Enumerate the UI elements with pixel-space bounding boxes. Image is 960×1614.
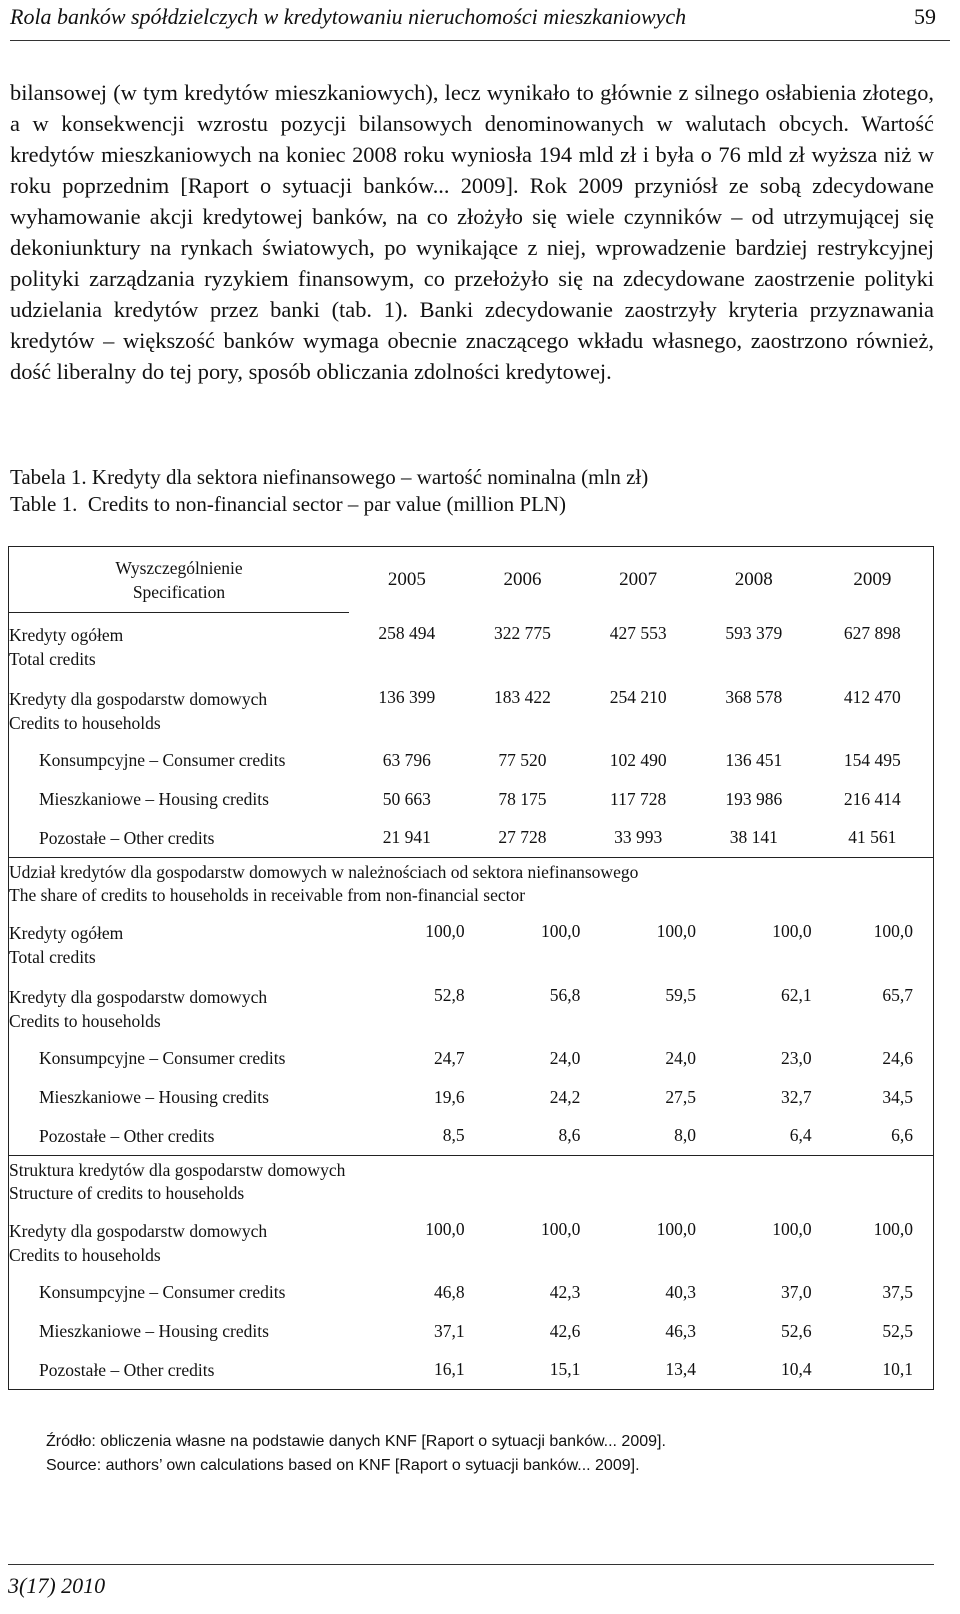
table-cell: 100,0 xyxy=(656,920,696,941)
table-cell: 154 495 xyxy=(843,749,901,770)
table-row xyxy=(9,1078,934,1117)
row-label: Mieszkaniowe – Housing credits xyxy=(39,1321,269,1341)
table-cell: 21 941 xyxy=(382,827,431,848)
table-cell: 368 578 xyxy=(725,686,783,707)
row-label: Konsumpcyjne – Consumer credits xyxy=(39,1048,286,1068)
body-paragraph: bilansowej (w tym kredytów mieszkaniowych), lecz wynikało to głównie z silnego osłabienia złotego, a w konsekwencji wzrostu pozycji bilansowych denominowanych w walutach obcych. Wartość kredytów mieszkaniowych na koniec 2008 roku wyniosła 194 mld zł i była o 76 mld zł wyższa niż w roku poprzednim [Raport o sytuacji banków... 2009]. Rok 2009 przyniósł ze sobą zdecydowane wyhamowanie akcji kredytowej banków, na co złożyło się wiele czynników – od utrzymującej się dekoniunktury na rynkach światowych, po wynikające z niej, wprowadzenie bardziej restrykcyjnej polityki zarządzania ryzykiem finansowym, co przełożyło się na zdecydowane zaostrzenie polityki udzielania kredytów przez banki (tab. 1). Banki zdecydowanie zaostrzyły kryteria przyznawania kredytów – większość banków wymaga obecnie znaczącego wkładu własnego, zaostrzono również, dość liberalny do tej pory, sposób obliczania zdolności kredytowej. xyxy=(10,80,934,384)
table-row xyxy=(9,911,934,975)
table-cell: 100,0 xyxy=(772,920,812,941)
table-cell: 65,7 xyxy=(882,984,913,1005)
table-cell: 24,7 xyxy=(434,1047,465,1068)
row-label: Kredyty dla gospodarstw domowych Credits to households xyxy=(9,688,268,733)
table-cell: 100,0 xyxy=(425,1218,465,1239)
table-cell: 6,4 xyxy=(789,1125,812,1146)
row-label: Kredyty dla gospodarstw domowych Credits to households xyxy=(9,1220,268,1265)
table-cell: 46,3 xyxy=(665,1320,696,1341)
table-cell: 24,0 xyxy=(549,1047,581,1068)
table-cell: 37,1 xyxy=(434,1320,465,1341)
table-row xyxy=(9,819,934,858)
table-cell: 33 993 xyxy=(614,827,663,848)
specification-header-en: Specification xyxy=(132,581,226,602)
table-cell: 52,8 xyxy=(434,984,465,1005)
table-cell: 8,0 xyxy=(674,1125,696,1146)
table-cell: 100,0 xyxy=(873,1218,913,1239)
body-paragraph-container xyxy=(10,77,934,387)
table-cell: 41 561 xyxy=(848,827,897,848)
table-cell: 427 553 xyxy=(609,622,667,643)
table-cell: 10,4 xyxy=(781,1359,812,1380)
table-cell: 23,0 xyxy=(781,1047,812,1068)
table-cell: 34,5 xyxy=(882,1086,913,1107)
table-row xyxy=(9,975,934,1039)
row-label: Konsumpcyjne – Consumer credits xyxy=(39,750,286,770)
table-cell: 19,6 xyxy=(434,1086,465,1107)
table-cell: 40,3 xyxy=(665,1281,696,1302)
row-label: Kredyty ogółem Total credits xyxy=(9,922,124,967)
table-cell: 27,5 xyxy=(665,1086,696,1107)
table-cell: 627 898 xyxy=(843,622,901,643)
table-caption-en: Table 1. Credits to non-financial sector – par value (million PLN) xyxy=(10,492,567,516)
table-cell: 412 470 xyxy=(843,686,901,707)
running-title: Rola banków spółdzielczych w kredytowaniu nieruchomości mieszkaniowych xyxy=(10,4,687,29)
page-number: 59 xyxy=(914,4,936,29)
table-cell: 216 414 xyxy=(843,788,901,809)
table-row xyxy=(9,1273,934,1312)
row-label: Kredyty dla gospodarstw domowych Credits to households xyxy=(9,986,268,1031)
table-cell: 50 663 xyxy=(382,788,431,809)
table-cell: 100,0 xyxy=(540,920,581,941)
table-row xyxy=(9,1117,934,1156)
table-cell: 78 175 xyxy=(498,788,547,809)
table-cell: 136 399 xyxy=(378,686,436,707)
row-label: Pozostałe – Other credits xyxy=(39,1125,215,1146)
table-row xyxy=(9,677,934,741)
table-cell: 37,5 xyxy=(882,1281,913,1302)
table-cell: 63 796 xyxy=(382,749,431,770)
section-title-row xyxy=(9,1156,934,1209)
table-cell: 13,4 xyxy=(665,1359,696,1380)
year-header-2008: 2008 xyxy=(734,568,773,590)
section-title: Udział kredytów dla gospodarstw domowych w należnościach od sektora niefinansowego The share of credits to households in receivable from non-financial sector xyxy=(9,862,639,906)
table-row xyxy=(9,1312,934,1351)
table-cell: 8,6 xyxy=(558,1125,581,1146)
table-cell: 62,1 xyxy=(781,984,812,1005)
table-cell: 38 141 xyxy=(729,827,778,848)
row-label: Pozostałe – Other credits xyxy=(39,827,215,848)
table-cell: 24,0 xyxy=(665,1047,696,1068)
row-label: Konsumpcyjne – Consumer credits xyxy=(39,1282,286,1302)
table-cell: 254 210 xyxy=(609,686,667,707)
table-row xyxy=(9,1039,934,1078)
year-header-2005: 2005 xyxy=(387,568,426,590)
table-cell: 193 986 xyxy=(725,788,783,809)
row-label: Pozostałe – Other credits xyxy=(39,1359,215,1380)
table-cell: 27 728 xyxy=(498,827,547,848)
table-cell: 183 422 xyxy=(494,686,551,707)
table-source-note xyxy=(46,1430,666,1478)
running-footer xyxy=(8,1564,934,1599)
table-row xyxy=(9,741,934,780)
table-cell: 46,8 xyxy=(434,1281,465,1302)
row-label: Mieszkaniowe – Housing credits xyxy=(39,1087,269,1107)
table-cell: 258 494 xyxy=(378,622,436,643)
table-caption-pl: Tabela 1. Kredyty dla sektora niefinansowego – wartość nominalna (mln zł) xyxy=(10,465,649,489)
table-header-row xyxy=(9,547,934,613)
source-note-pl: Źródło: obliczenia własne na podstawie danych KNF [Raport o sytuacji banków... 2009]. xyxy=(46,1433,666,1450)
row-label: Kredyty ogółem Total credits xyxy=(9,625,124,669)
table-cell: 52,6 xyxy=(781,1320,812,1341)
table-caption xyxy=(10,464,648,518)
year-header-2009: 2009 xyxy=(853,568,892,590)
table-cell: 52,5 xyxy=(882,1320,913,1341)
table-cell: 100,0 xyxy=(873,920,913,941)
table-cell: 100,0 xyxy=(656,1218,696,1239)
table-cell: 24,6 xyxy=(882,1047,913,1068)
table-cell: 8,5 xyxy=(442,1125,465,1146)
table-cell: 15,1 xyxy=(549,1359,581,1380)
table-cell: 16,1 xyxy=(434,1359,465,1380)
table-cell: 117 728 xyxy=(610,788,667,809)
section-title: Struktura kredytów dla gospodarstw domowych Structure of credits to households xyxy=(9,1160,346,1204)
row-label: Mieszkaniowe – Housing credits xyxy=(39,789,269,809)
year-header-2007: 2007 xyxy=(619,568,658,590)
table-row xyxy=(9,1351,934,1390)
table-cell: 100,0 xyxy=(540,1218,581,1239)
table-cell: 42,3 xyxy=(549,1281,581,1302)
table-cell: 37,0 xyxy=(781,1281,812,1302)
table-cell: 56,8 xyxy=(549,984,581,1005)
table-row xyxy=(9,780,934,819)
table-cell: 593 379 xyxy=(725,622,783,643)
table-cell: 100,0 xyxy=(425,920,465,941)
table-row xyxy=(9,1209,934,1273)
table-cell: 6,6 xyxy=(891,1125,913,1146)
table-cell: 100,0 xyxy=(772,1218,812,1239)
specification-header-pl: Wyszczególnienie xyxy=(115,557,243,578)
section-title-row xyxy=(9,858,934,911)
table-cell: 42,6 xyxy=(549,1320,581,1341)
credits-table xyxy=(8,546,934,1390)
source-note-en: Source: authors’ own calculations based on KNF [Raport o sytuacji banków... 2009]. xyxy=(46,1457,640,1474)
issue-number: 3(17) 2010 xyxy=(8,1573,106,1598)
table-cell: 10,1 xyxy=(882,1359,913,1380)
table-cell: 24,2 xyxy=(549,1086,581,1107)
table-row xyxy=(9,613,934,677)
table-cell: 136 451 xyxy=(725,749,783,770)
running-header xyxy=(10,0,950,41)
year-header-2006: 2006 xyxy=(503,568,542,590)
specification-header xyxy=(9,547,350,613)
table-cell: 102 490 xyxy=(609,749,667,770)
table-cell: 322 775 xyxy=(494,622,551,643)
table-cell: 77 520 xyxy=(498,749,547,770)
table-cell: 59,5 xyxy=(665,984,696,1005)
table-cell: 32,7 xyxy=(781,1086,812,1107)
